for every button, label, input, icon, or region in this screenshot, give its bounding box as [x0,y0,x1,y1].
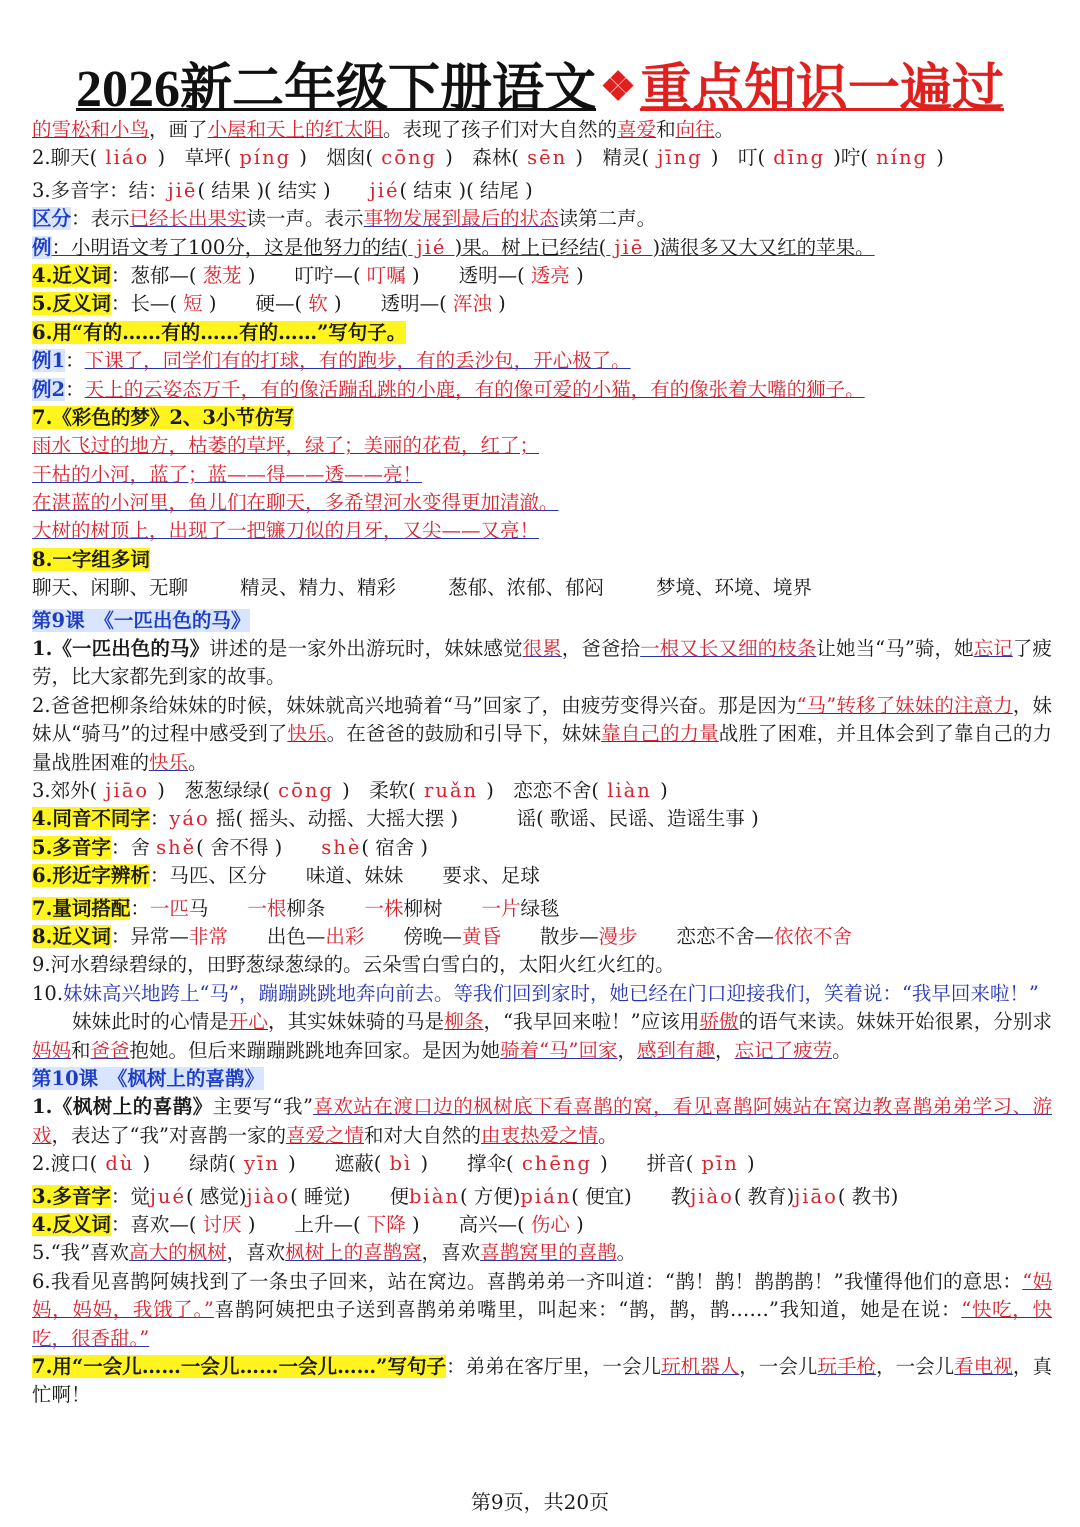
pinyin: cōng [373,146,446,170]
label: 5.反义词 [32,292,111,316]
text-run: ) 透明—( [412,263,525,287]
answer: 软 [302,292,334,316]
line-3 [32,177,1052,205]
text-run: 。在爸爸的鼓励和引导下，妹妹 [326,722,602,746]
text-run: 妹妹此时的心情是 [72,1010,229,1034]
text-run: ) 恋恋不舍( [486,779,599,803]
line-4 [32,205,1052,233]
line-7 [32,290,1052,318]
text-run: ( 教书) [837,1184,899,1208]
answer: “快吃，快吃，很香甜。” [32,1298,1052,1350]
text-run: ) [498,292,506,316]
heading: 6.用“有的……有的……有的……”写句子。 [32,320,407,344]
answer: 讨厌 [196,1213,248,1236]
answer: 快乐 [287,722,327,746]
text-run: 。 [598,1123,618,1147]
text-run: 绿毯 [520,896,560,920]
pinyin: jīng [649,146,711,170]
text-run: ： [65,349,85,373]
answer: 看电视 [954,1355,1013,1378]
text-run: ：长—( [110,292,177,316]
answer: 一根又长又细的枝条 [640,637,817,661]
text-run: ) 叮咛—( [247,263,361,287]
text-run: 1. [32,1095,53,1119]
text-run: ) 透明—( [334,292,447,316]
label: 7.量词搭配 [32,896,131,920]
answer: 喜欢站在渡口边的枫树底下看喜鹊的窝，看见喜鹊阿姨站在窝边教喜鹊弟弟学习、游戏 [32,1095,1052,1147]
text-run: ：葱郁—( [110,263,197,287]
answer: 伤心 [524,1213,577,1236]
text-run: ) [747,1152,755,1176]
text-run: ) [660,779,668,803]
example-sentence: 在湛蓝的小河里，鱼儿们在聊天，多希望河水变得更加清澈。 [32,491,559,515]
answer: 玩机器人 [661,1355,740,1378]
page-number: 第9页，共20页 [470,1490,610,1514]
pinyin: níng [867,146,937,170]
text-run: ( 宿舍 ) [361,835,429,859]
text-run: 3.多音字：结： [32,178,168,202]
text-run: ：表示 [71,207,130,231]
text-run: ( 舍不得 ) [196,835,322,859]
line-32 [32,1150,1052,1178]
text-run: ，一会儿 [739,1355,818,1378]
text-run: 马 [188,896,248,920]
heading: 8.一字组多词 [32,547,150,571]
text-run: 和 [656,118,676,141]
line-23 [32,834,1052,862]
text-run: ，喜欢 [226,1241,286,1265]
text-run: 读第二声。 [558,207,657,231]
text-run: 讲述的是一家外出游玩时，妹妹感觉 [209,637,523,661]
text-run: ：喜欢—( [110,1213,197,1236]
text-run: ，画了 [149,118,208,141]
text-run: 散步— [500,925,599,949]
text-run: 的雪松和小鸟 [32,118,150,141]
text-run: 。表现了孩子们对大自然的 [383,118,618,141]
text-run: ，“我早回来啦！”应该用 [483,1010,700,1034]
answer: 叮嘱 [360,263,412,287]
answer: 很累 [522,637,562,661]
text-run: 2.爸爸把柳条给妹妹的时候，妹妹就高兴地骑着“马”回家了，由疲劳变得兴奋。那是因为 [32,693,797,717]
answer: 忘记了疲劳 [734,1038,833,1062]
title-red: 重点知识一遍过 [639,61,1004,118]
answer: 枫树上的喜鹊窝 [285,1241,422,1265]
text-run: 战胜了困难，并且体会到了靠自己的力量战胜困难的 [32,722,1052,774]
text-run: ) 拼音( [600,1152,694,1176]
pinyin: jiē [606,235,653,259]
text-run: ) 烟囱( [299,146,374,170]
answer: 一株 [364,896,404,920]
pinyin: yáo [169,807,210,831]
text-run: ( 结果 )( 结实 ) [197,178,370,202]
text-run: ( 方便) [459,1184,521,1208]
line-13 [32,461,1052,489]
text-run: ( 教育) [733,1184,795,1208]
text-run: 柳树 [403,896,482,920]
example-sentence: 下课了，同学们有的打球，有的跑步，有的丢沙包，开心极了。 [84,349,631,373]
answer: 高大的枫树 [129,1241,227,1265]
label: 5.多音字 [32,835,111,859]
text-run: 9.河水碧绿碧绿的，田野葱绿葱绿的。云朵雪白雪白的，太阳火红火红的。 [32,953,675,977]
text-run: ： [65,377,85,401]
answer: 下降 [360,1213,412,1236]
pinyin: jiāo [97,779,158,803]
line-lesson-9 [32,607,1052,635]
line-10 [32,376,1052,404]
pinyin: liàn [599,779,661,803]
pinyin: ruǎn [415,779,487,803]
text-run: )咛( [833,146,868,170]
pinyin: dù [97,1152,143,1176]
line-9 [32,347,1052,375]
answer: 由衷热爱之情 [481,1123,599,1147]
pinyin: bì [381,1152,421,1176]
pinyin: dīng [765,146,834,170]
text-run: ：马匹、区分 味道、妹妹 要求、足球 [149,864,540,888]
pinyin: jiē [167,178,198,202]
answer: 浑浊 [446,292,499,316]
line-15 [32,517,1052,545]
answer: 非常 [188,925,228,949]
text-run: ，妹妹从“骑马”的过程中感受到了 [32,693,1052,746]
text-run: ，其实妹妹骑的马是 [267,1010,445,1034]
text-run: ：觉 [110,1184,150,1208]
line-2 [32,144,1052,172]
answer: 爸爸 [90,1038,130,1062]
text-run: 了疲劳，比大家都先到家的故事。 [32,637,1052,689]
text-run: 10. [32,981,64,1005]
line-5 [32,234,1052,262]
label: 4.同音不同字 [32,807,150,831]
answer: 骄傲 [699,1010,739,1034]
title-black: 2026新二年级下册语文 [76,61,597,118]
text-run: 1. [32,637,53,661]
answer: 妈妈 [32,1038,72,1062]
text-run: ) 柔软( [342,779,416,803]
text-run: 已经长出果实 [129,207,247,231]
line-21 [32,777,1052,805]
line-24 [32,862,1052,890]
text-run: 喜鹊阿姨把虫子送到喜鹊弟弟嘴里，叫起来：“鹊，鹊，鹊……”我知道，她是在说： [213,1298,962,1322]
line-12 [32,432,1052,460]
text-run: ，喜欢 [421,1241,481,1265]
document-body [32,116,1052,1410]
example-sentence: 天上的云姿态万千，有的像活蹦乱跳的小鹿，有的像可爱的小猫，有的像张着大嘴的狮子。 [84,377,865,401]
text-run: ) [576,1213,584,1236]
label: 例 [32,235,52,259]
text-run: ，表达了“我”对喜鹊一家的 [51,1123,286,1147]
text-run: ( 感觉) [186,1184,247,1208]
answer: 黄昏 [461,925,501,949]
paragraph-29 [32,1008,1052,1065]
line-6 [32,262,1052,290]
text-run: 抱她。但后来蹦蹦跳跳地奔回家。是因为她 [129,1038,501,1062]
line-17 [32,574,1052,602]
pinyin: shè [321,835,362,859]
answer: 靠自己的力量 [601,722,719,746]
pinyin: pīn [693,1152,748,1176]
answer: 出彩 [325,925,365,949]
pinyin: jiào [246,1184,291,1208]
line-1 [32,116,1052,144]
lesson-heading: 第10课 《枫树上的喜鹊》 [32,1067,264,1091]
line-14 [32,489,1052,517]
answer: 透亮 [524,263,577,287]
text-run: ：弟弟在客厅里，一会儿 [446,1355,662,1378]
text-run: 向往 [675,118,715,141]
text-run: )果。树上已经结( [454,235,607,259]
paragraph-20 [32,692,1052,777]
text-run: ( 睡觉) 便 [290,1184,410,1208]
text-run: ) 森林( [445,146,519,170]
text-run: ( 便宜) 教 [571,1184,691,1208]
pinyin: cōng [269,779,343,803]
line-lesson-10 [32,1065,1052,1093]
answer: 骑着“马”回家 [500,1038,618,1062]
label: 7.用“一会儿……一会儿……一会儿……”写句子 [32,1355,447,1378]
paragraph-31 [32,1093,1052,1150]
text-run: 《一匹出色的马》 [52,637,210,661]
text-run: 让她当“马”骑，她 [816,637,974,661]
line-22 [32,805,1052,833]
line-16 [32,546,1052,574]
pinyin: jué [149,1184,187,1208]
label: 4.近义词 [32,263,111,287]
answer: 一根 [247,896,287,920]
label: 3.多音字 [32,1184,111,1208]
text-run: 5.“我”喜欢 [32,1241,130,1265]
text-run: 《枫树上的喜鹊》 [52,1095,213,1119]
text-run: ) 撑伞( [420,1152,514,1176]
text-run: 梦境、环境、境界 [656,576,813,600]
answer: 感到有趣 [637,1038,716,1062]
label: 区分 [32,207,72,231]
text-run: 2.聊天( [32,146,98,170]
text-run: 的语气来读。妹妹开始很累，分别求 [738,1010,1052,1034]
line-26 [32,923,1052,951]
answer: 玩手枪 [817,1355,877,1378]
label: 8.近义词 [32,925,111,949]
text-run: )满很多又大又红的苹果。 [652,235,875,259]
text-run: 傍晚— [364,925,462,949]
answer: 柳条 [444,1010,484,1034]
text-run: ：舍 [110,835,157,859]
text-run: 和对大自然的 [363,1123,481,1147]
line-8 [32,319,1052,347]
text-run: 。 [188,750,208,774]
line-27 [32,951,1052,979]
text-run: 聊天、闲聊、无聊 [32,576,189,600]
pinyin: jiāo [794,1184,838,1208]
text-run: 出色— [227,925,326,949]
text-run: ， [617,1038,638,1062]
example-sentence: 干枯的小河，蓝了；蓝——得——透——亮！ [32,462,423,486]
answer: 忘记 [973,637,1013,661]
text-run: ，爸爸拾 [561,637,641,661]
text-run: ) [936,146,944,170]
line-33 [32,1183,1052,1211]
text-run: 3.郊外( [32,779,98,803]
text-run: ， [715,1038,735,1062]
label: 4.反义词 [32,1213,111,1236]
pinyin: jié [369,178,400,202]
text-run: ) 草坪( [157,146,232,170]
text-run: 。 [616,1241,637,1265]
pinyin: jié [408,235,455,259]
text-run: 6.我看见喜鹊阿姨找到了一条虫子回来，站在窝边。喜鹊弟弟一齐叫道：“鹊！鹊！鹊鹊鹊！”我懂得他们的意思： [32,1269,1023,1293]
answer: “妈妈，妈妈，我饿了。” [32,1269,1052,1322]
text-run: ) 叮( [710,146,766,170]
text-run: 葱郁、浓郁、郁闷 [448,576,605,600]
pinyin: liáo [97,146,158,170]
pinyin: biàn [409,1184,460,1208]
answer: 葱茏 [196,263,248,287]
page-title [0,52,1080,125]
text-run: ： [130,896,150,920]
text-run: 和 [71,1038,91,1062]
text-run: 2.渡口( [32,1152,98,1176]
pinyin: pián [520,1184,572,1208]
paragraph-37 [32,1353,1052,1410]
paragraph-36 [32,1268,1052,1353]
text-run: 事物发展到最后的状态 [363,207,559,231]
text-run: 读一声。表示 [246,207,364,231]
text-run: ：小明语文考了100分，这是他努力的结( [51,235,409,259]
answer: 喜鹊窝里的喜鹊 [480,1241,617,1265]
pinyin: píng [231,146,300,170]
text-run: ) 遮蔽( [288,1152,382,1176]
text-run: 恋恋不舍— [637,925,774,949]
label: 例2 [32,377,66,401]
text-run: ： [149,807,170,831]
pinyin: yīn [235,1152,289,1176]
answer: 快乐 [149,750,189,774]
answer: “马”转移了妹妹的注意力 [796,693,1013,717]
answer: 一匹 [149,896,189,920]
pinyin: sēn [518,146,576,170]
text-run: 主要写“我” [212,1095,313,1119]
text-run: 小屋和天上的红太阳 [207,118,384,141]
line-11 [32,404,1052,432]
answer: 漫步 [598,925,638,949]
quote-text: 妹妹高兴地跨上“马”，蹦蹦跳跳地奔向前去。等我们回到家时，她已经在门口迎接我们，笑着说：“我早回来啦！” [63,981,1039,1005]
line-34 [32,1211,1052,1239]
answer: 一片 [481,896,521,920]
text-run: ) 高兴—( [412,1213,525,1236]
example-sentence: 雨水飞过的地方，枯萎的草坪，绿了；美丽的花苞，红了； [32,434,540,458]
text-run: 。 [714,118,735,141]
paragraph-28 [32,980,1052,1008]
text-run: ) 硬—( [208,292,303,316]
answer: 短 [176,292,209,316]
lesson-heading: 第9课 《一匹出色的马》 [32,608,251,632]
line-35 [32,1239,1052,1267]
line-25 [32,895,1052,923]
text-run: ) 精灵( [575,146,650,170]
pinyin: chēng [513,1152,601,1176]
text-run: ，真忙啊！ [32,1355,1052,1407]
paragraph-19 [32,635,1052,692]
text-run: ，一会儿 [876,1355,955,1378]
text-run: ) [576,263,584,287]
text-run: 柳条 [286,896,365,920]
heading: 7.《彩色的梦》2、3小节仿写 [32,405,294,429]
text-run: 摇( 摇头、动摇、大摇大摆 ) 谣( 歌谣、民谣、造谣生事 ) [209,807,759,831]
pinyin: jiào [690,1184,734,1208]
text-run: ) 上升—( [247,1213,361,1236]
text-run: ：异常— [110,925,189,949]
label: 6.形近字辨析 [32,864,150,888]
diamond-icon: ❖ [600,64,636,109]
text-run: ) 葱葱绿绿( [157,779,270,803]
answer: 开心 [228,1010,268,1034]
label: 例1 [32,349,66,373]
text-run: ( 结束 )( 结尾 ) [399,178,533,202]
answer: 喜爱之情 [285,1123,364,1147]
example-sentence: 大树的树顶上，出现了一把镰刀似的月牙，又尖——又亮！ [32,519,540,543]
answer: 依依不舍 [774,925,853,949]
text-run: 精灵、精力、精彩 [240,576,397,600]
text-run: 。 [832,1038,852,1062]
pinyin: shě [156,835,197,859]
text-run: 喜爱 [617,118,657,141]
text-run: ) 绿荫( [142,1152,236,1176]
